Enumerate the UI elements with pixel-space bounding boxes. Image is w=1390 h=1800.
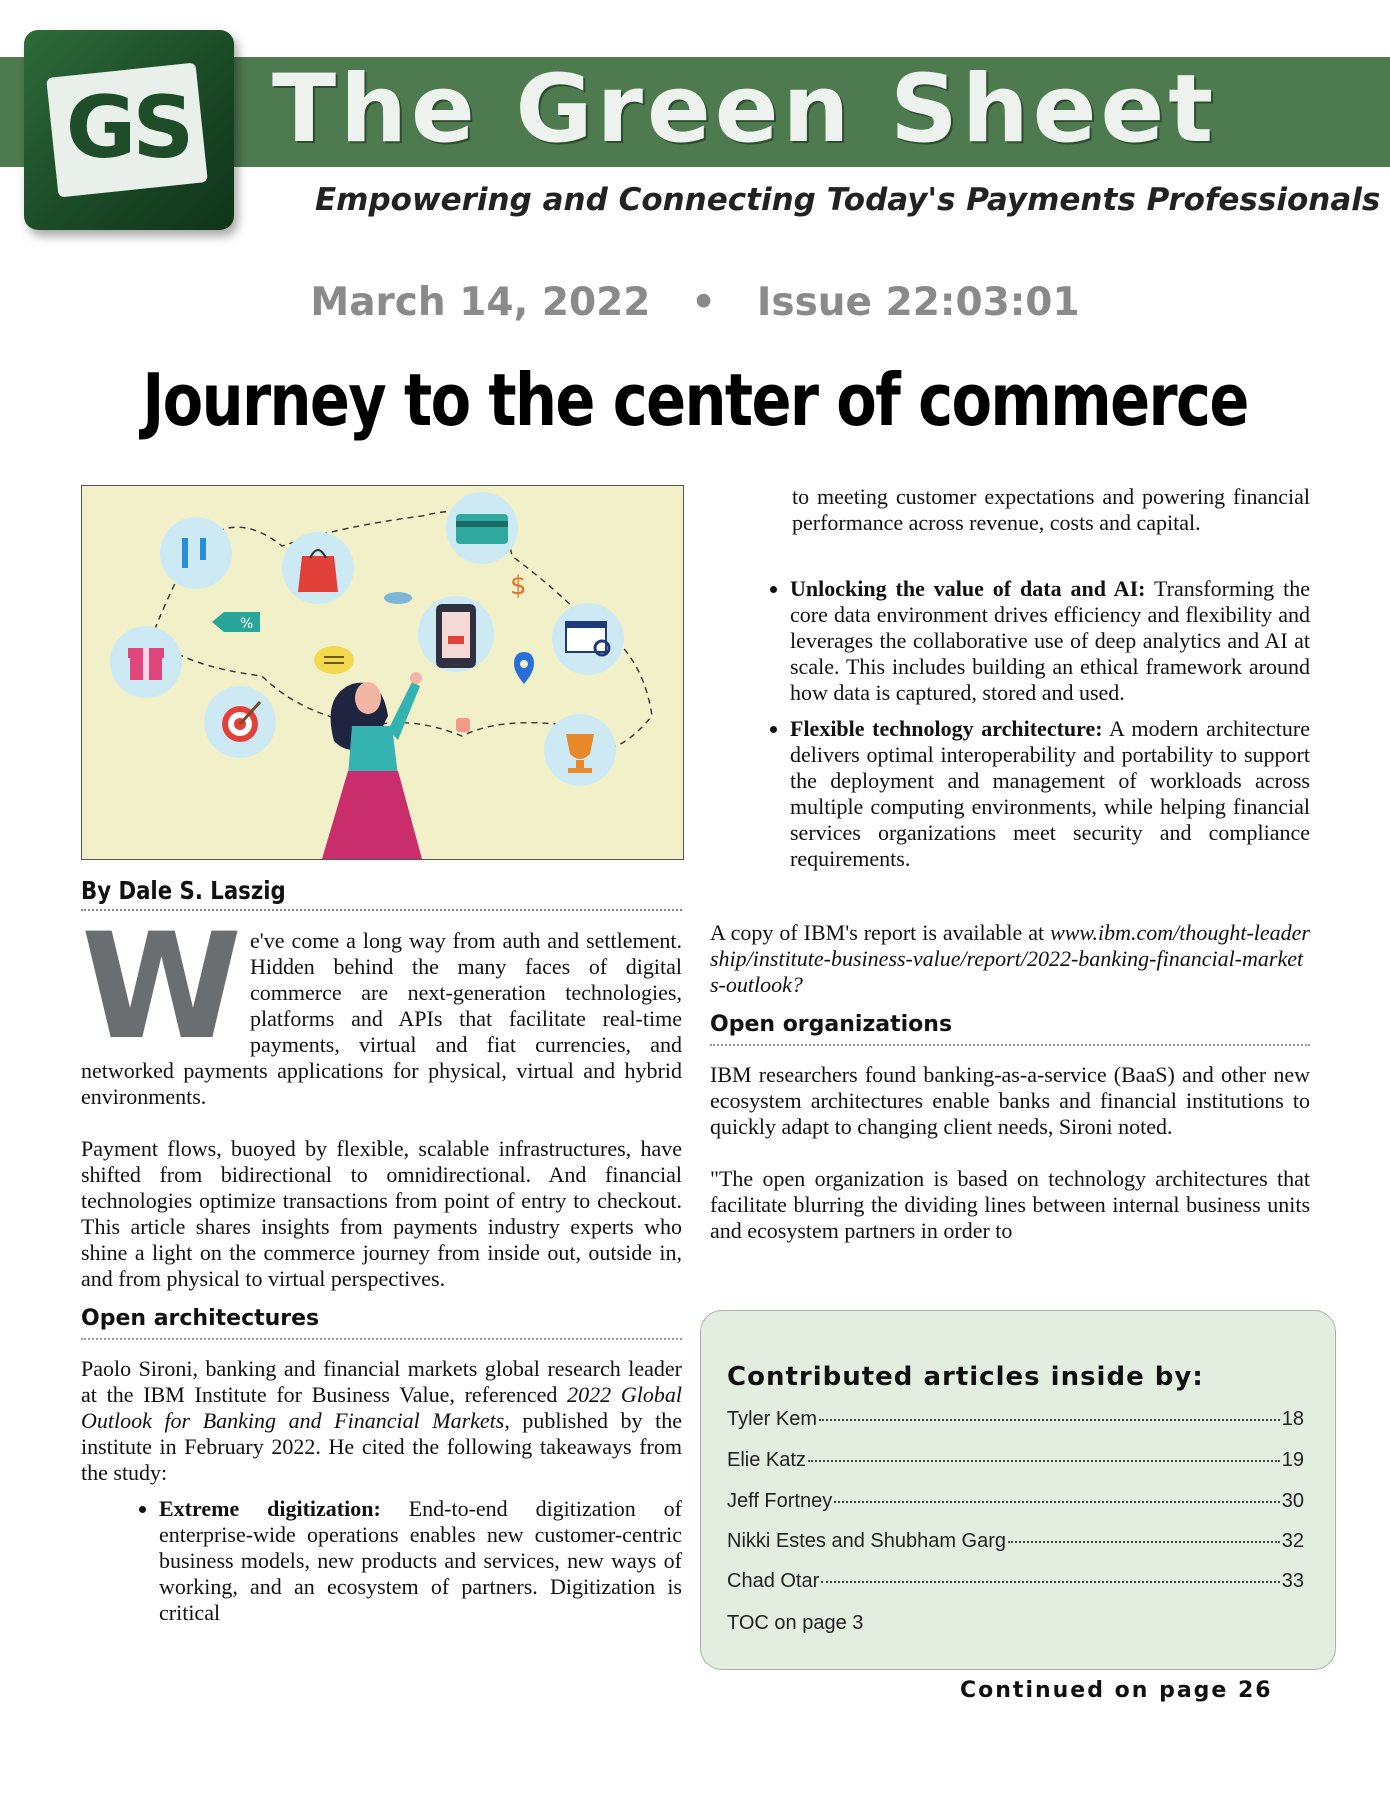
toc-item[interactable]: [727, 1530, 1304, 1553]
bullet-1-text: End-to-end digitization of enterprise-wide operations enables new customer-centric business models, new products and services, new ways of working, and an ecosystem of partners. Digitization is critical: [159, 1496, 683, 1625]
intro-paragraph: [81, 902, 682, 1110]
toc-item[interactable]: [727, 1449, 1304, 1472]
p4-text: A copy of IBM's report is available at: [710, 920, 1051, 945]
dollar-icon: $: [510, 571, 527, 601]
toc-page: 32: [1281, 1530, 1304, 1552]
gift-icon: [110, 626, 182, 698]
paragraph-6: "The open organization is based on technology architectures that facilitate blurring the dividing lines between internal business units and ecosystem partners in order to: [710, 1166, 1310, 1243]
right-column-bottom: [710, 920, 1310, 1244]
bullet-1-title: Extreme digitization:: [159, 1496, 381, 1521]
p3-text-c: published by the institute in February 2022. He cited the following takeaways from the study:: [81, 1408, 682, 1485]
article-headline: [0, 355, 1390, 445]
chat-bubble-icon: [314, 646, 354, 674]
thumbs-up-icon: [456, 718, 470, 732]
paragraph-4: [710, 920, 1310, 998]
toc-leader: [834, 1501, 1280, 1503]
toc-leader: [819, 1419, 1280, 1421]
smartphone-shop-icon: [418, 596, 494, 672]
paragraph-2: Payment flows, buoyed by flexible, scalable infrastructures, have shifted from bidirectional to omnidirectional. And financial technologies optimize transactions from point of entry to checkout. This article shares insights from payments industry experts who shine a light on the commerce journey from inside out, outside in, and from physical to virtual perspectives.: [81, 1136, 682, 1291]
toc-author: Chad Otar: [727, 1570, 820, 1592]
toc-page: 30: [1281, 1490, 1304, 1512]
continued-link[interactable]: Continued on page 26: [960, 1678, 1273, 1703]
byline-text: By Dale S. Laszig: [81, 876, 286, 905]
bullet-flexible-architecture: [790, 716, 1310, 872]
toc-page: 18: [1281, 1408, 1304, 1430]
bullet-extreme-digitization: [159, 1496, 682, 1626]
bullet-3-title: Flexible technology architecture:: [790, 716, 1103, 741]
dateline-separator: •: [691, 280, 717, 325]
dateline: [0, 280, 1390, 325]
publication-title: The Green Sheet: [272, 55, 1218, 164]
commerce-illustration: [81, 485, 684, 860]
toc-author: Tyler Kem: [727, 1408, 818, 1430]
megaphone-icon: [160, 517, 232, 589]
toc-author: Nikki Estes and Shubham Garg: [727, 1530, 1007, 1552]
takeaways-list-2: [770, 576, 1310, 872]
issue-number: Issue 22:03:01: [756, 280, 1080, 325]
p3-text-a: Paolo Sironi, banking and financial markets global research leader at the IBM Institute for Business Value, referenced: [81, 1356, 682, 1407]
bullet-2-title: Unlocking the value of data and AI:: [790, 576, 1146, 601]
paragraph-3: [81, 1356, 682, 1486]
discount-tag-icon: [212, 612, 260, 632]
toc-item[interactable]: [727, 1490, 1304, 1513]
discount-tag-text: %: [240, 616, 254, 632]
paragraph-5: IBM researchers found banking-as-a-service (BaaS) and other new ecosystem architectures enable banks and financial institutions to quickly adapt to changing client needs, Sironi noted.: [710, 1062, 1310, 1139]
bullet-3-text: A modern architecture delivers optimal interoperability and portability to support the deployment and management of workloads across multiple computing environments, while helping financial services organizations meet security and compliance requirements.: [790, 716, 1310, 871]
report-title: 2022 Global Outlook for Banking and Financial Markets,: [81, 1382, 682, 1433]
shopping-bag-icon: [282, 532, 354, 604]
toc-leader: [821, 1581, 1279, 1583]
contributors-title: Contributed articles inside by:: [727, 1362, 1204, 1392]
toc-item[interactable]: [727, 1408, 1304, 1431]
paragraph-1: e've come a long way from auth and settlement. Hidden behind the many faces of digital commerce are next-generation technologies, platforms and APIs that facilitate real-time payments, virtual and fiat currencies, and networked payments applications for physical, virtual and hybrid environments.: [81, 928, 682, 1109]
drop-cap: W: [81, 902, 243, 1072]
takeaways-list-1: [139, 1496, 682, 1626]
report-link[interactable]: www.ibm.com/thought-leadership/institute-business-value/report/2022-banking-financial-markets-outlook?: [710, 920, 1310, 997]
bullet-data-ai: [790, 576, 1310, 706]
trophy-icon: [544, 714, 616, 786]
right-column-top: [792, 484, 1310, 536]
headline-text: Journey to the center of commerce: [142, 358, 1248, 442]
subhead-open-architectures: Open architectures: [81, 1306, 682, 1340]
takeaways-list-2-wrap: [770, 576, 1310, 882]
left-column: [81, 902, 683, 1636]
subhead-open-organizations: Open organizations: [710, 1012, 1310, 1046]
issue-date: March 14, 2022: [310, 280, 651, 325]
toc-leader: [1008, 1541, 1280, 1543]
toc-page: 19: [1281, 1449, 1304, 1471]
toc-leader: [808, 1460, 1280, 1462]
bullet-1-continued: to meeting customer expectations and powering financial performance across revenue, costs and capital.: [792, 484, 1310, 535]
toc-note-text: TOC on page 3: [727, 1612, 864, 1634]
illustration-svg: [82, 486, 683, 859]
tagline: Empowering and Connecting Today's Payments Professionals: [315, 182, 1381, 218]
cloud-icon: [384, 592, 412, 604]
bullet-2-text: Transforming the core data environment drives efficiency and flexibility and leverages the collaborative use of deep analytics and AI at scale. This includes building an ethical framework around how data is captured, stored and used.: [790, 576, 1310, 705]
credit-card-icon: [446, 492, 518, 564]
toc-author: Jeff Fortney: [727, 1490, 833, 1512]
woman-figure: [322, 672, 422, 859]
location-pin-icon: [514, 652, 534, 684]
browser-search-icon: [552, 603, 624, 675]
toc-item[interactable]: [727, 1570, 1304, 1593]
toc-note[interactable]: [727, 1612, 1304, 1635]
target-icon: [204, 686, 276, 758]
logo-text: GS: [65, 78, 191, 178]
toc-author: Elie Katz: [727, 1449, 806, 1471]
toc-page: 33: [1281, 1570, 1304, 1592]
